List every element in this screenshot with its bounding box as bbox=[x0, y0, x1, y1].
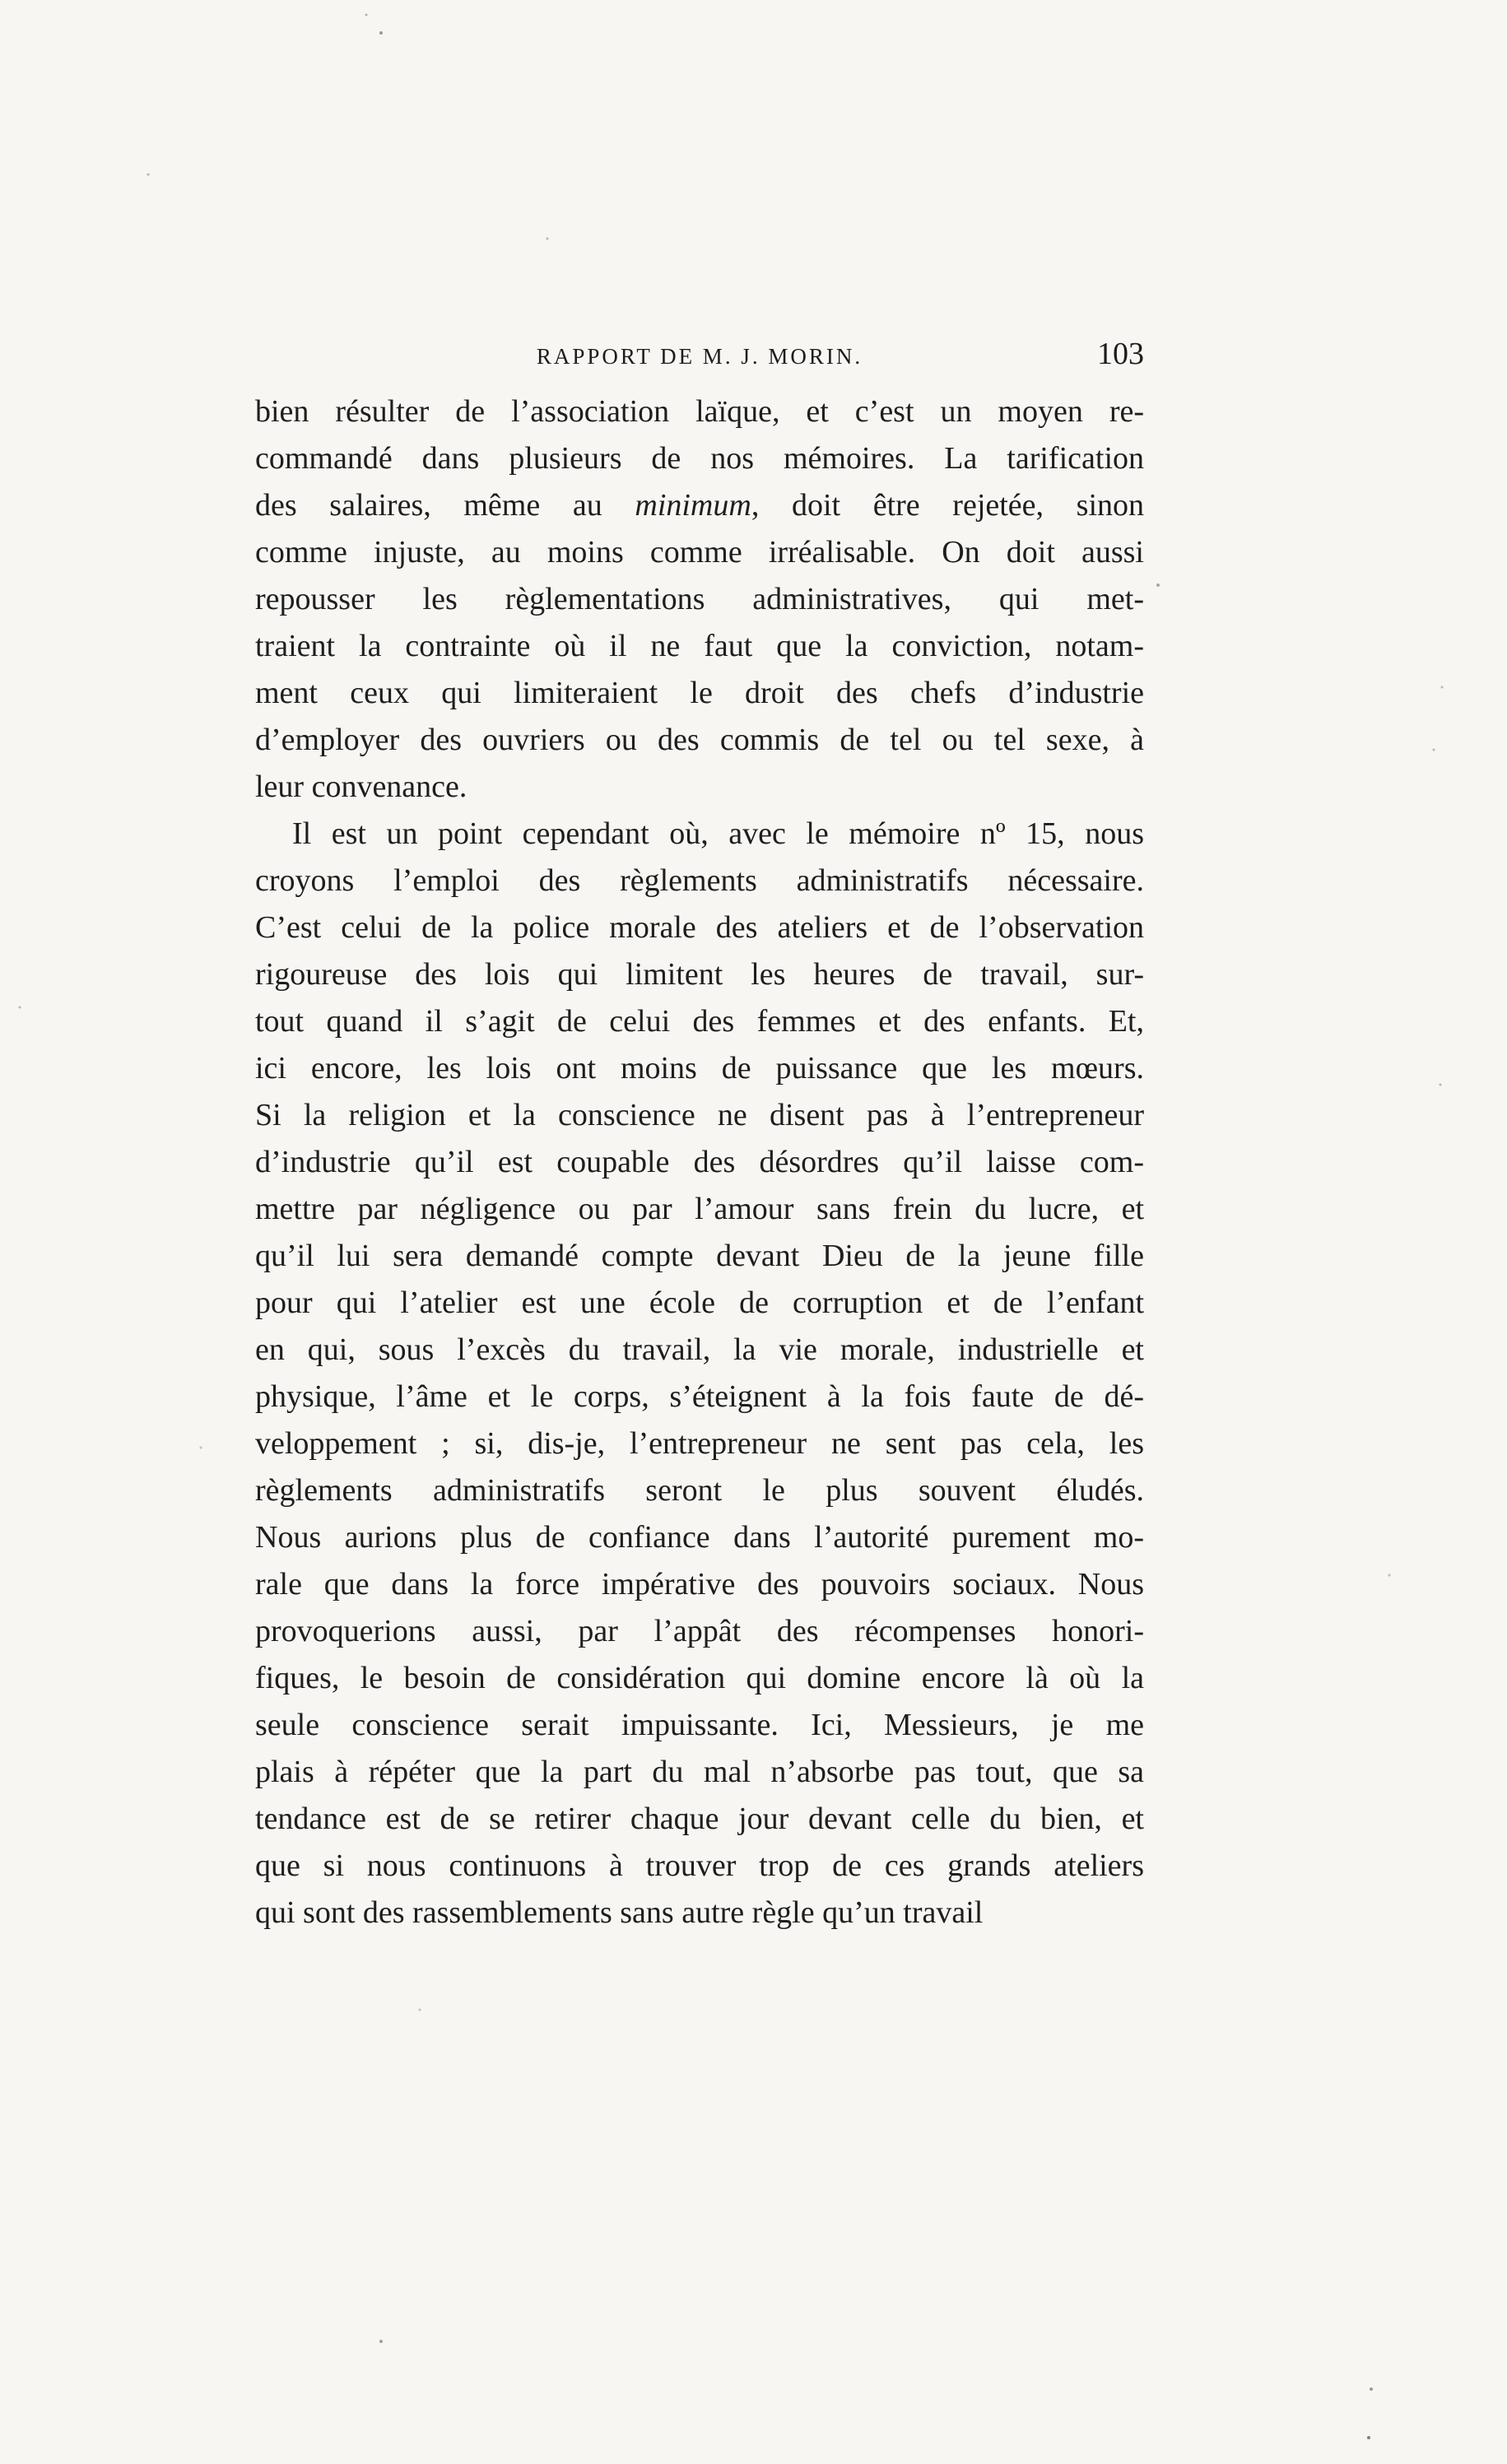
text-fragment: des salaires, même au bbox=[255, 488, 602, 523]
text-line: croyons l’emploi des règlements administratifs nécessaire. bbox=[255, 863, 1144, 898]
text-line: que si nous continuons à trouver trop de ces grands ateliers bbox=[255, 1848, 1144, 1883]
text-line: physique, l’âme et le corps, s’éteignent à la fois faute de dé- bbox=[255, 1379, 1144, 1414]
text-line: en qui, sous l’excès du travail, la vie morale, industrielle et bbox=[255, 1332, 1144, 1367]
text-line: rigoureuse des lois qui limitent les heures de travail, sur- bbox=[255, 957, 1144, 992]
text-line: tendance est de se retirer chaque jour devant celle du bien, et bbox=[255, 1802, 1144, 1836]
text-line bbox=[255, 482, 1144, 529]
page-number: 103 bbox=[1097, 337, 1144, 371]
page-header bbox=[255, 329, 1144, 379]
text-line: qui sont des rassemblements sans autre règle qu’un travail bbox=[255, 1895, 984, 1930]
body-text bbox=[255, 388, 1144, 1936]
text-line: qu’il lui sera demandé compte devant Dieu de la jeune fille bbox=[255, 1239, 1144, 1273]
text-line: veloppement ; si, dis-je, l’entrepreneur ne sent pas cela, les bbox=[255, 1426, 1144, 1461]
text-line: rale que dans la force impérative des pouvoirs sociaux. Nous bbox=[255, 1567, 1144, 1602]
text-line: comme injuste, au moins comme irréalisable. On doit aussi bbox=[255, 535, 1144, 570]
text-line: Si la religion et la conscience ne disent pas à l’entrepreneur bbox=[255, 1098, 1144, 1132]
text-line: C’est celui de la police morale des ateliers et de l’observation bbox=[255, 910, 1144, 945]
text-line: leur convenance. bbox=[255, 769, 467, 804]
text-line: bien résulter de l’association laïque, et c’est un moyen re- bbox=[255, 394, 1144, 429]
text-line: mettre par négligence ou par l’amour sans frein du lucre, et bbox=[255, 1192, 1144, 1226]
text-line: commandé dans plusieurs de nos mémoires. La tarification bbox=[255, 441, 1144, 476]
text-line: ment ceux qui limiteraient le droit des chefs d’industrie bbox=[255, 676, 1144, 710]
italic-word: minimum bbox=[635, 488, 751, 523]
text-line: ici encore, les lois ont moins de puissance que les mœurs. bbox=[255, 1051, 1144, 1086]
running-head: RAPPORT DE M. J. MORIN. bbox=[536, 344, 863, 369]
text-line: d’industrie qu’il est coupable des désordres qu’il laisse com- bbox=[255, 1145, 1144, 1179]
text-line: règlements administratifs seront le plus souvent éludés. bbox=[255, 1473, 1144, 1508]
text-line: fiques, le besoin de considération qui domine encore là où la bbox=[255, 1661, 1144, 1695]
text-line: seule conscience serait impuissante. Ici, Messieurs, je me bbox=[255, 1708, 1144, 1742]
text-line: plais à répéter que la part du mal n’absorbe pas tout, que sa bbox=[255, 1755, 1144, 1789]
text-line: pour qui l’atelier est une école de corruption et de l’enfant bbox=[255, 1285, 1144, 1320]
text-line: repousser les règlementations administratives, qui met- bbox=[255, 582, 1144, 616]
text-line: Nous aurions plus de confiance dans l’autorité purement mo- bbox=[255, 1520, 1144, 1555]
text-line: traient la contrainte où il ne faut que la conviction, notam- bbox=[255, 629, 1144, 663]
text-line: tout quand il s’agit de celui des femmes et des enfants. Et, bbox=[255, 1004, 1144, 1039]
text-fragment: , doit être rejetée, sinon bbox=[751, 488, 1145, 523]
text-line: d’employer des ouvriers ou des commis de tel ou tel sexe, à bbox=[255, 723, 1144, 757]
text-line: Il est un point cependant où, avec le mémoire nº 15, nous bbox=[292, 816, 1144, 851]
text-line: provoquerions aussi, par l’appât des récompenses honori- bbox=[255, 1614, 1144, 1648]
